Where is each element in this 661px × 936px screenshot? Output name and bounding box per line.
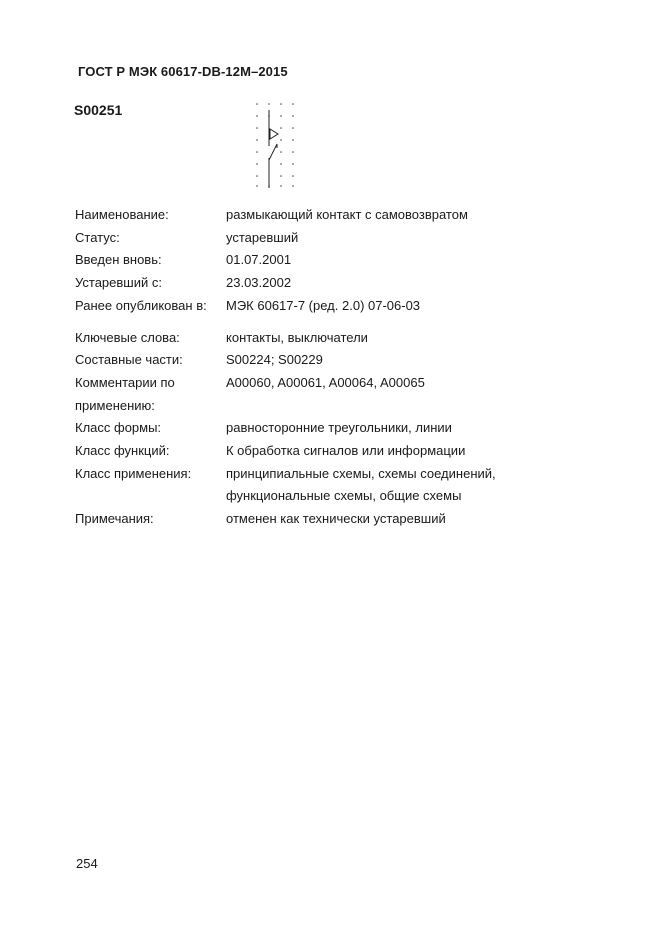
- grid-dots: [256, 103, 294, 187]
- field-label: Ранее опубликован в:: [75, 297, 207, 313]
- field-label: Примечания:: [75, 511, 154, 527]
- field-row-notes: [75, 508, 615, 531]
- page-number: 254: [76, 856, 98, 871]
- field-value: S00224; S00229: [226, 352, 323, 368]
- field-value: равносторонние треугольники, линии: [226, 420, 452, 436]
- field-row-application-notes: [75, 372, 615, 395]
- symbol-attributes: [75, 204, 615, 531]
- field-row-function-class: [75, 440, 615, 463]
- contact-lines: [269, 110, 278, 188]
- field-value: К обработка сигналов или информации: [226, 443, 466, 459]
- field-row-previously-published: [75, 295, 615, 318]
- field-label: Класс формы:: [75, 420, 162, 436]
- symbol-code: S00251: [74, 102, 123, 118]
- field-row-shape-class: [75, 417, 615, 440]
- field-label: Устаревший с:: [75, 275, 162, 291]
- field-row-status: [75, 227, 615, 250]
- field-value: [226, 395, 615, 418]
- field-value: функциональные схемы, общие схемы: [226, 488, 462, 504]
- field-label: применению:: [75, 397, 155, 413]
- field-value: контакты, выключатели: [226, 329, 368, 345]
- field-row-obsolete-since: [75, 272, 615, 295]
- field-value: A00060, A00061, A00064, A00065: [226, 374, 425, 390]
- field-value: 23.03.2002: [226, 275, 292, 291]
- field-row-application-notes-cont: [75, 395, 615, 418]
- field-label: [75, 485, 226, 508]
- field-value: МЭК 60617-7 (ред. 2.0) 07-06-03: [226, 297, 421, 313]
- field-row-introduced: [75, 249, 615, 272]
- field-label: Наименование:: [75, 207, 169, 222]
- break-contact-symbol-figure: [250, 98, 310, 194]
- field-value: размыкающий контакт с самовозвратом: [226, 207, 468, 222]
- field-label: Комментарии по: [75, 374, 175, 390]
- document-header: ГОСТ Р МЭК 60617-DB-12M–2015: [78, 64, 288, 79]
- field-row-components: [75, 349, 615, 372]
- field-row-name: [75, 204, 615, 227]
- field-value: принципиальные схемы, схемы соединений,: [226, 465, 496, 481]
- field-label: Введен вновь:: [75, 252, 162, 268]
- field-row-keywords: [75, 327, 615, 350]
- field-label: Класс применения:: [75, 465, 192, 481]
- field-value: устаревший: [226, 229, 299, 245]
- field-value: отменен как технически устаревший: [226, 511, 446, 527]
- field-label: Статус:: [75, 229, 120, 245]
- field-label: Класс функций:: [75, 443, 170, 459]
- field-label: Составные части:: [75, 352, 183, 368]
- field-row-application-class: [75, 463, 615, 486]
- field-label: Ключевые слова:: [75, 329, 180, 345]
- field-row-application-class-cont: [75, 485, 615, 508]
- field-value: 01.07.2001: [226, 252, 292, 268]
